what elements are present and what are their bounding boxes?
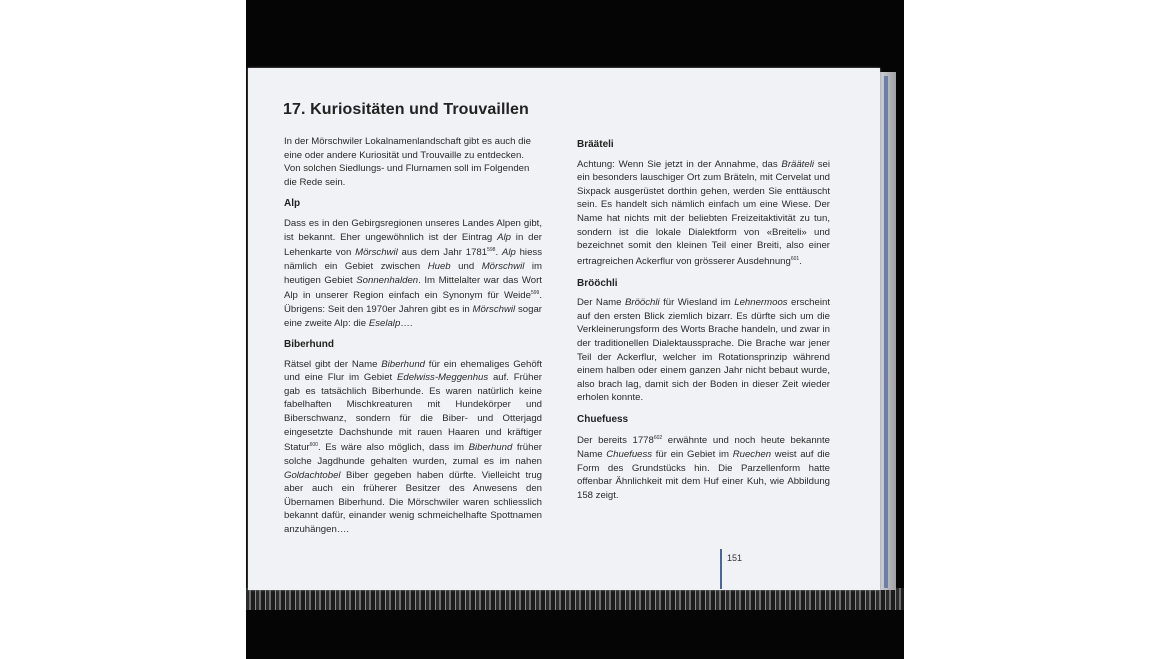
intro-paragraph: In der Mörschwiler Lokalnamenlandschaft gibt es auch die eine oder andere Kuriosität und Trouvaille zu entdecken. Von solchen Siedlungs- und Flurnamen soll im Folgenden die Rede sein.	[284, 136, 531, 188]
section-heading-broechli: Brööchli	[577, 277, 618, 289]
section-heading-chuefuess: Chuefuess	[577, 413, 629, 425]
right-column	[577, 138, 830, 511]
footnote-601: 601	[790, 255, 800, 262]
section-heading-braeteli: Brääteli	[577, 139, 614, 150]
page-number: 151	[727, 553, 743, 563]
chapter-heading: 17. Kuriositäten und Trouvaillen	[283, 101, 529, 118]
folio-rule	[720, 549, 722, 589]
section-text-alp: Dass es in den Gebirgsregionen unseres Landes Alpen gibt, ist bekannt. Eher ungewöhnlich ist der Eintrag Alp in der Lehenkarte von Mörschwil aus dem Jahr 1781$^{598}$. Alp hiess nämlich ein Gebiet zwischen Hueb und Mörschwil im heutigen Gebiet Sonnenhalden. Im Mittelalter war das Wort Alp in unserer Region einfach ein Synonym für Weide$^{599}$. Übrigens: Seit den 1970er Jahren gibt es in Mörschwil sogar eine zweite Alp: die Eselalp….	[284, 217, 542, 329]
section-text-braeteli: Achtung: Wenn Sie jetzt in der Annahme, das Brääteli sei ein besonders lauschiger Ort zum Bräteln, mit Cervelat und Sixpack ausgerüstet dorthin gehen, werden Sie enttäuscht sein. Es handelt sich nämlich einfach um eine Wiese. Der Name hat nichts mit der beliebten Freizeitaktivität zu tun, sondern ist die lokale Dialektform von «Breiteli» und bezeichnet somit den kleinen Teil einer Breiti, also einer ertragreichen Ackerflur von grösserer Ausdehnung$^{601}$.	[577, 158, 830, 267]
footnote-600: 600	[309, 442, 318, 449]
left-column	[284, 135, 542, 545]
section-text-biberhund: Rätsel gibt der Name Biberhund für ein ehemaliges Gehöft und eine Flur im Gebiet Edelwiss-Meggenhus auf. Früher gab es tatsächlich Biberhunde. Es waren natürlich keine fabelhaften Mischkreaturen mit Hundekörper und Biberschwanz, sondern für die Biber- und Otterjagd eingesetzte Dachshunde mit rauen Haaren und kräftiger Statur$^{600}$. Es wäre also möglich, dass im Biberhund früher solche Jagdhunde gehalten wurden, zumal es im nahen Goldachtobel Biber gegeben haben dürfte. Vielleicht trug aber auch ein früherer Besitzer des Anwesens den Übernamen Biberhund. Die Mörschwiler waren schliesslich bekannt dafür, einander wenig schmeichelhafte Spottnamen anzuhängen….	[284, 358, 542, 535]
section-text-broechli: Der Name Brööchli für Wiesland im Lehnermoos erscheint auf den ersten Blick ziemlich bizarr. Es dürfte sich um die Verkleinerungsform des Worts Brache handeln, und zwar in der traditionellen Dialektaussprache. Die Brache war jener Teil der Ackerflur, welcher im Rotationsprinzip während einem halben oder einem ganzen Jahr nicht bebaut wurde, also brach lag, damit sich der Boden in dieser Zeit wieder erholen konnte.	[577, 297, 830, 404]
section-heading-biberhund: Biberhund	[284, 339, 334, 351]
section-text-chuefuess: Der bereits 1778$^{602}$ erwähnte und noch heute bekannte Name Chuefuess für ein Gebiet im Ruechen weist auf die Form des Grundstücks hin. Die Parzellenform hatte offenbar Ähnlichkeit mit dem Huf einer Kuh, wie Abbildung 158 zeigt.	[577, 435, 830, 502]
scan-bottom-edge	[246, 588, 904, 610]
book-spine-stripe	[884, 76, 888, 588]
footnote-602: 602	[653, 435, 663, 442]
footnote-598: 598	[487, 247, 496, 254]
section-heading-alp: Alp	[284, 198, 301, 210]
footnote-599: 599	[530, 290, 540, 297]
